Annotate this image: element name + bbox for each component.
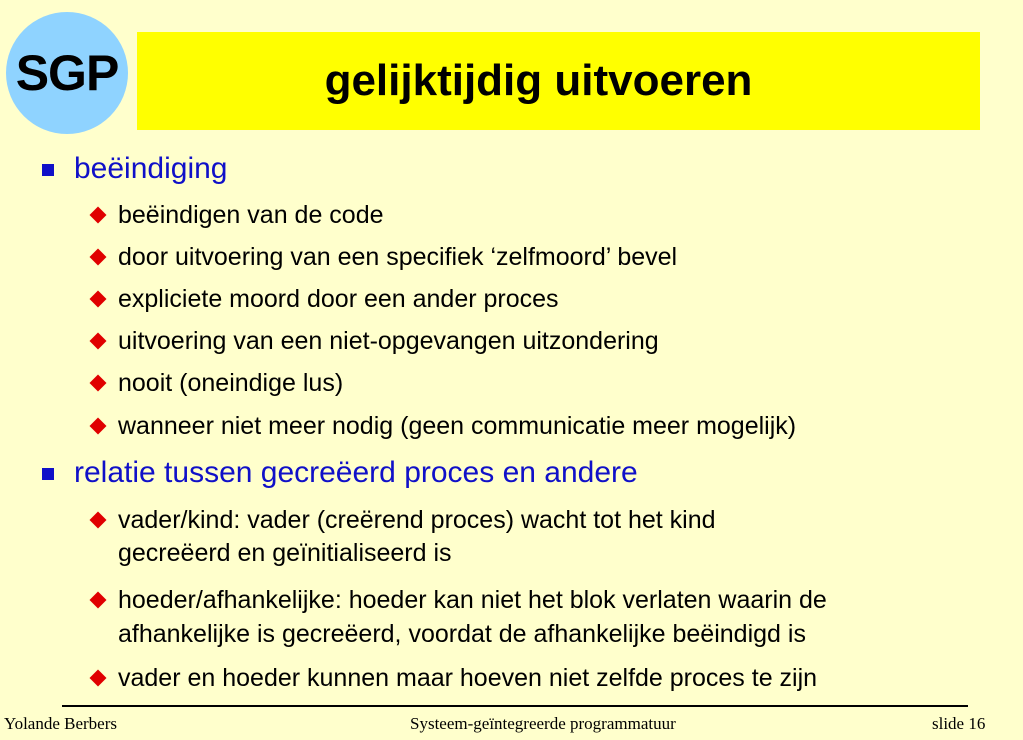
square-bullet-icon [42,468,54,480]
slide-title: gelijktijdig uitvoeren [324,56,753,105]
diamond-bullet-icon [90,418,107,435]
footer-divider [62,705,968,707]
diamond-bullet-icon [90,291,107,308]
footer-slide-number: slide 16 [932,714,986,733]
footer-course: Systeem-geïntegreerde programmatuur [410,714,676,733]
title-bar [137,32,980,130]
square-bullet-icon [42,164,54,176]
footer-author: Yolande Berbers [4,714,118,733]
diamond-bullet-icon [90,512,107,529]
diamond-bullet-icon [90,592,107,609]
diamond-bullet-icon [90,333,107,350]
logo-text: SGP [15,45,119,101]
diamond-bullet-icon [90,670,107,687]
sgp-logo [6,12,128,134]
diamond-bullet-icon [90,375,107,392]
diamond-bullet-icon [90,207,107,224]
diamond-bullet-icon [90,249,107,266]
